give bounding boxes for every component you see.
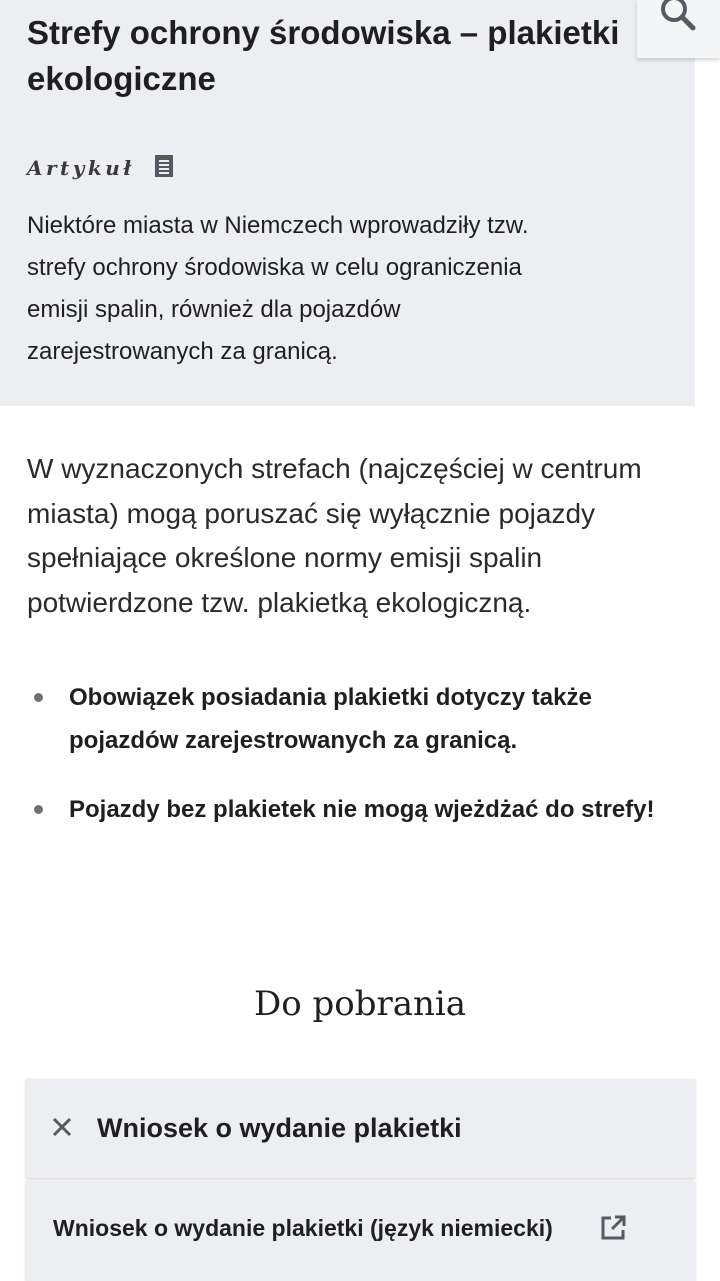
downloads-title: Do pobrania bbox=[253, 984, 467, 1024]
download-link-label: Wniosek o wydanie plakietki (język niemiecki) bbox=[53, 1215, 553, 1241]
accordion-label: Wniosek o wydanie plakietki bbox=[97, 1113, 462, 1143]
list-item bbox=[69, 788, 679, 831]
bullet-dot bbox=[34, 805, 43, 814]
article-type-label: Artykuł bbox=[27, 156, 135, 180]
article-type bbox=[27, 150, 173, 186]
article-lead: Niektóre miasta w Niemczech wprowadziły tzw. strefy ochrony środowiska w celu ograniczenia emisji spalin, również dla pojazdów zarejestrowanych za granicą. bbox=[27, 212, 529, 365]
search-button[interactable] bbox=[637, 0, 720, 58]
bullet-dot bbox=[34, 693, 43, 702]
page-title: Strefy ochrony środowiska – plakietki ekologiczne bbox=[27, 14, 620, 97]
search-icon bbox=[659, 0, 699, 34]
external-link-icon bbox=[599, 1214, 627, 1247]
list-item-text: Pojazdy bez plakietek nie mogą wjeżdżać do strefy! bbox=[69, 796, 655, 823]
article-paragraph: W wyznaczonych strefach (najczęściej w centrum miasta) mogą poruszać się wyłącznie pojazdy spełniające określone normy emisji spalin potwierdzone tzw. plakietką ekologiczną. bbox=[27, 453, 642, 618]
download-link[interactable] bbox=[26, 1181, 695, 1281]
list-item-text: Obowiązek posiadania plakietki dotyczy także pojazdów zarejestrowanych za granicą. bbox=[69, 684, 592, 754]
article-header bbox=[0, 0, 695, 406]
list-item bbox=[69, 676, 679, 762]
document-icon bbox=[155, 155, 173, 182]
close-icon[interactable] bbox=[50, 1115, 74, 1144]
accordion-toggle[interactable] bbox=[26, 1079, 695, 1178]
